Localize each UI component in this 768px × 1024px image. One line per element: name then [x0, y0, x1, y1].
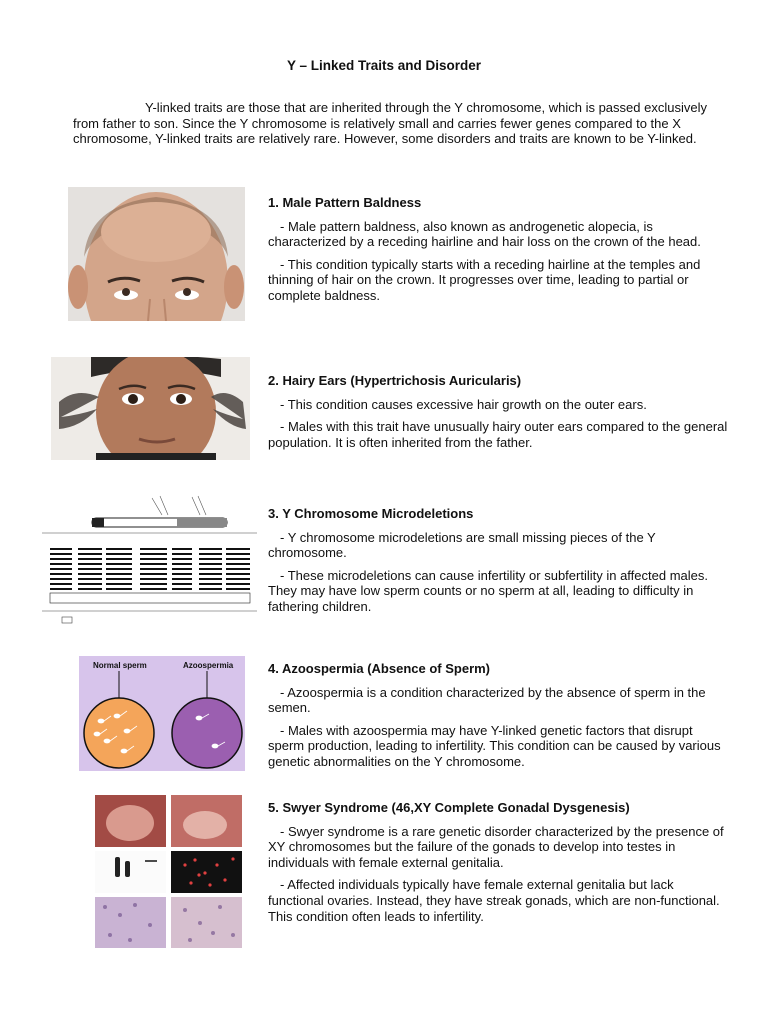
section-paragraph: - These microdeletions can cause infertility or subfertility in affected males. They may have low sperm counts or no sperm at all, leading to difficulty in fathering children.	[268, 567, 708, 614]
section-paragraph: - Male pattern baldness, also known as androgenetic alopecia, is characterized by a receding hairline and hair loss on the crown of the head.	[268, 218, 701, 250]
intro-text: Y-linked traits are those that are inherited through the Y chromosome, which is passed exclusively from father to son. Since the Y chromosome is relatively small and carries fewer genes compared to the X chromosome, Y-linked traits are relatively rare. However, some disorders and traits are known to be Y-linked.	[73, 100, 707, 147]
intro-paragraph	[73, 100, 723, 147]
section-hairy-ears	[268, 373, 728, 457]
image-azoospermia-diagram	[79, 656, 245, 771]
section-paragraph: - Azoospermia is a condition characterized by the absence of sperm in the semen.	[268, 684, 706, 716]
image-male-pattern-baldness	[68, 187, 245, 321]
section-male-pattern-baldness	[268, 195, 728, 311]
section-paragraph: - Y chromosome microdeletions are small missing pieces of the Y chromosome.	[268, 529, 656, 561]
section-heading: 4. Azoospermia (Absence of Sperm)	[268, 661, 491, 676]
section-heading: 3. Y Chromosome Microdeletions	[268, 506, 474, 521]
section-paragraph: - Males with azoospermia may have Y-linked genetic factors that disrupt sperm production, leading to infertility. This condition can be caused by various genetic abnormalities on the Y chromosome.	[268, 722, 721, 769]
section-heading: 2. Hairy Ears (Hypertrichosis Auricularis)	[268, 373, 522, 388]
document-title: Y – Linked Traits and Disorder	[286, 58, 482, 73]
section-paragraph: - This condition typically starts with a receding hairline at the temples and thinning of hair on the crown. It progresses over time, leading to partial or complete baldness.	[268, 256, 701, 303]
section-heading: 5. Swyer Syndrome (46,XY Complete Gonadal Dysgenesis)	[268, 800, 630, 815]
image-hairy-ears	[51, 357, 250, 460]
section-paragraph: - This condition causes excessive hair growth on the outer ears.	[280, 396, 647, 412]
section-y-chromosome-microdeletions	[268, 506, 728, 622]
section-paragraph: - Affected individuals typically have female external genitalia but lack functional ovaries. Instead, they have streak gonads, which are non-functional. This condition often leads to infertility.	[268, 877, 720, 924]
normal-sperm-label: Normal sperm	[93, 661, 147, 670]
section-paragraph: - Males with this trait have unusually hairy outer ears compared to the general population. It is often inherited from the father.	[268, 419, 728, 450]
image-swyer-syndrome-panel	[95, 795, 242, 948]
azoospermia-label: Azoospermia	[183, 661, 234, 670]
section-paragraph: - Swyer syndrome is a rare genetic disorder characterized by the presence of XY chromosomes but the failure of the gonads to develop into testes in individuals with female external genitalia.	[268, 823, 724, 870]
image-y-chromosome-microdeletion-chart	[32, 493, 264, 631]
section-swyer-syndrome	[268, 800, 728, 931]
section-heading: 1. Male Pattern Baldness	[268, 195, 422, 210]
section-azoospermia	[268, 661, 728, 777]
